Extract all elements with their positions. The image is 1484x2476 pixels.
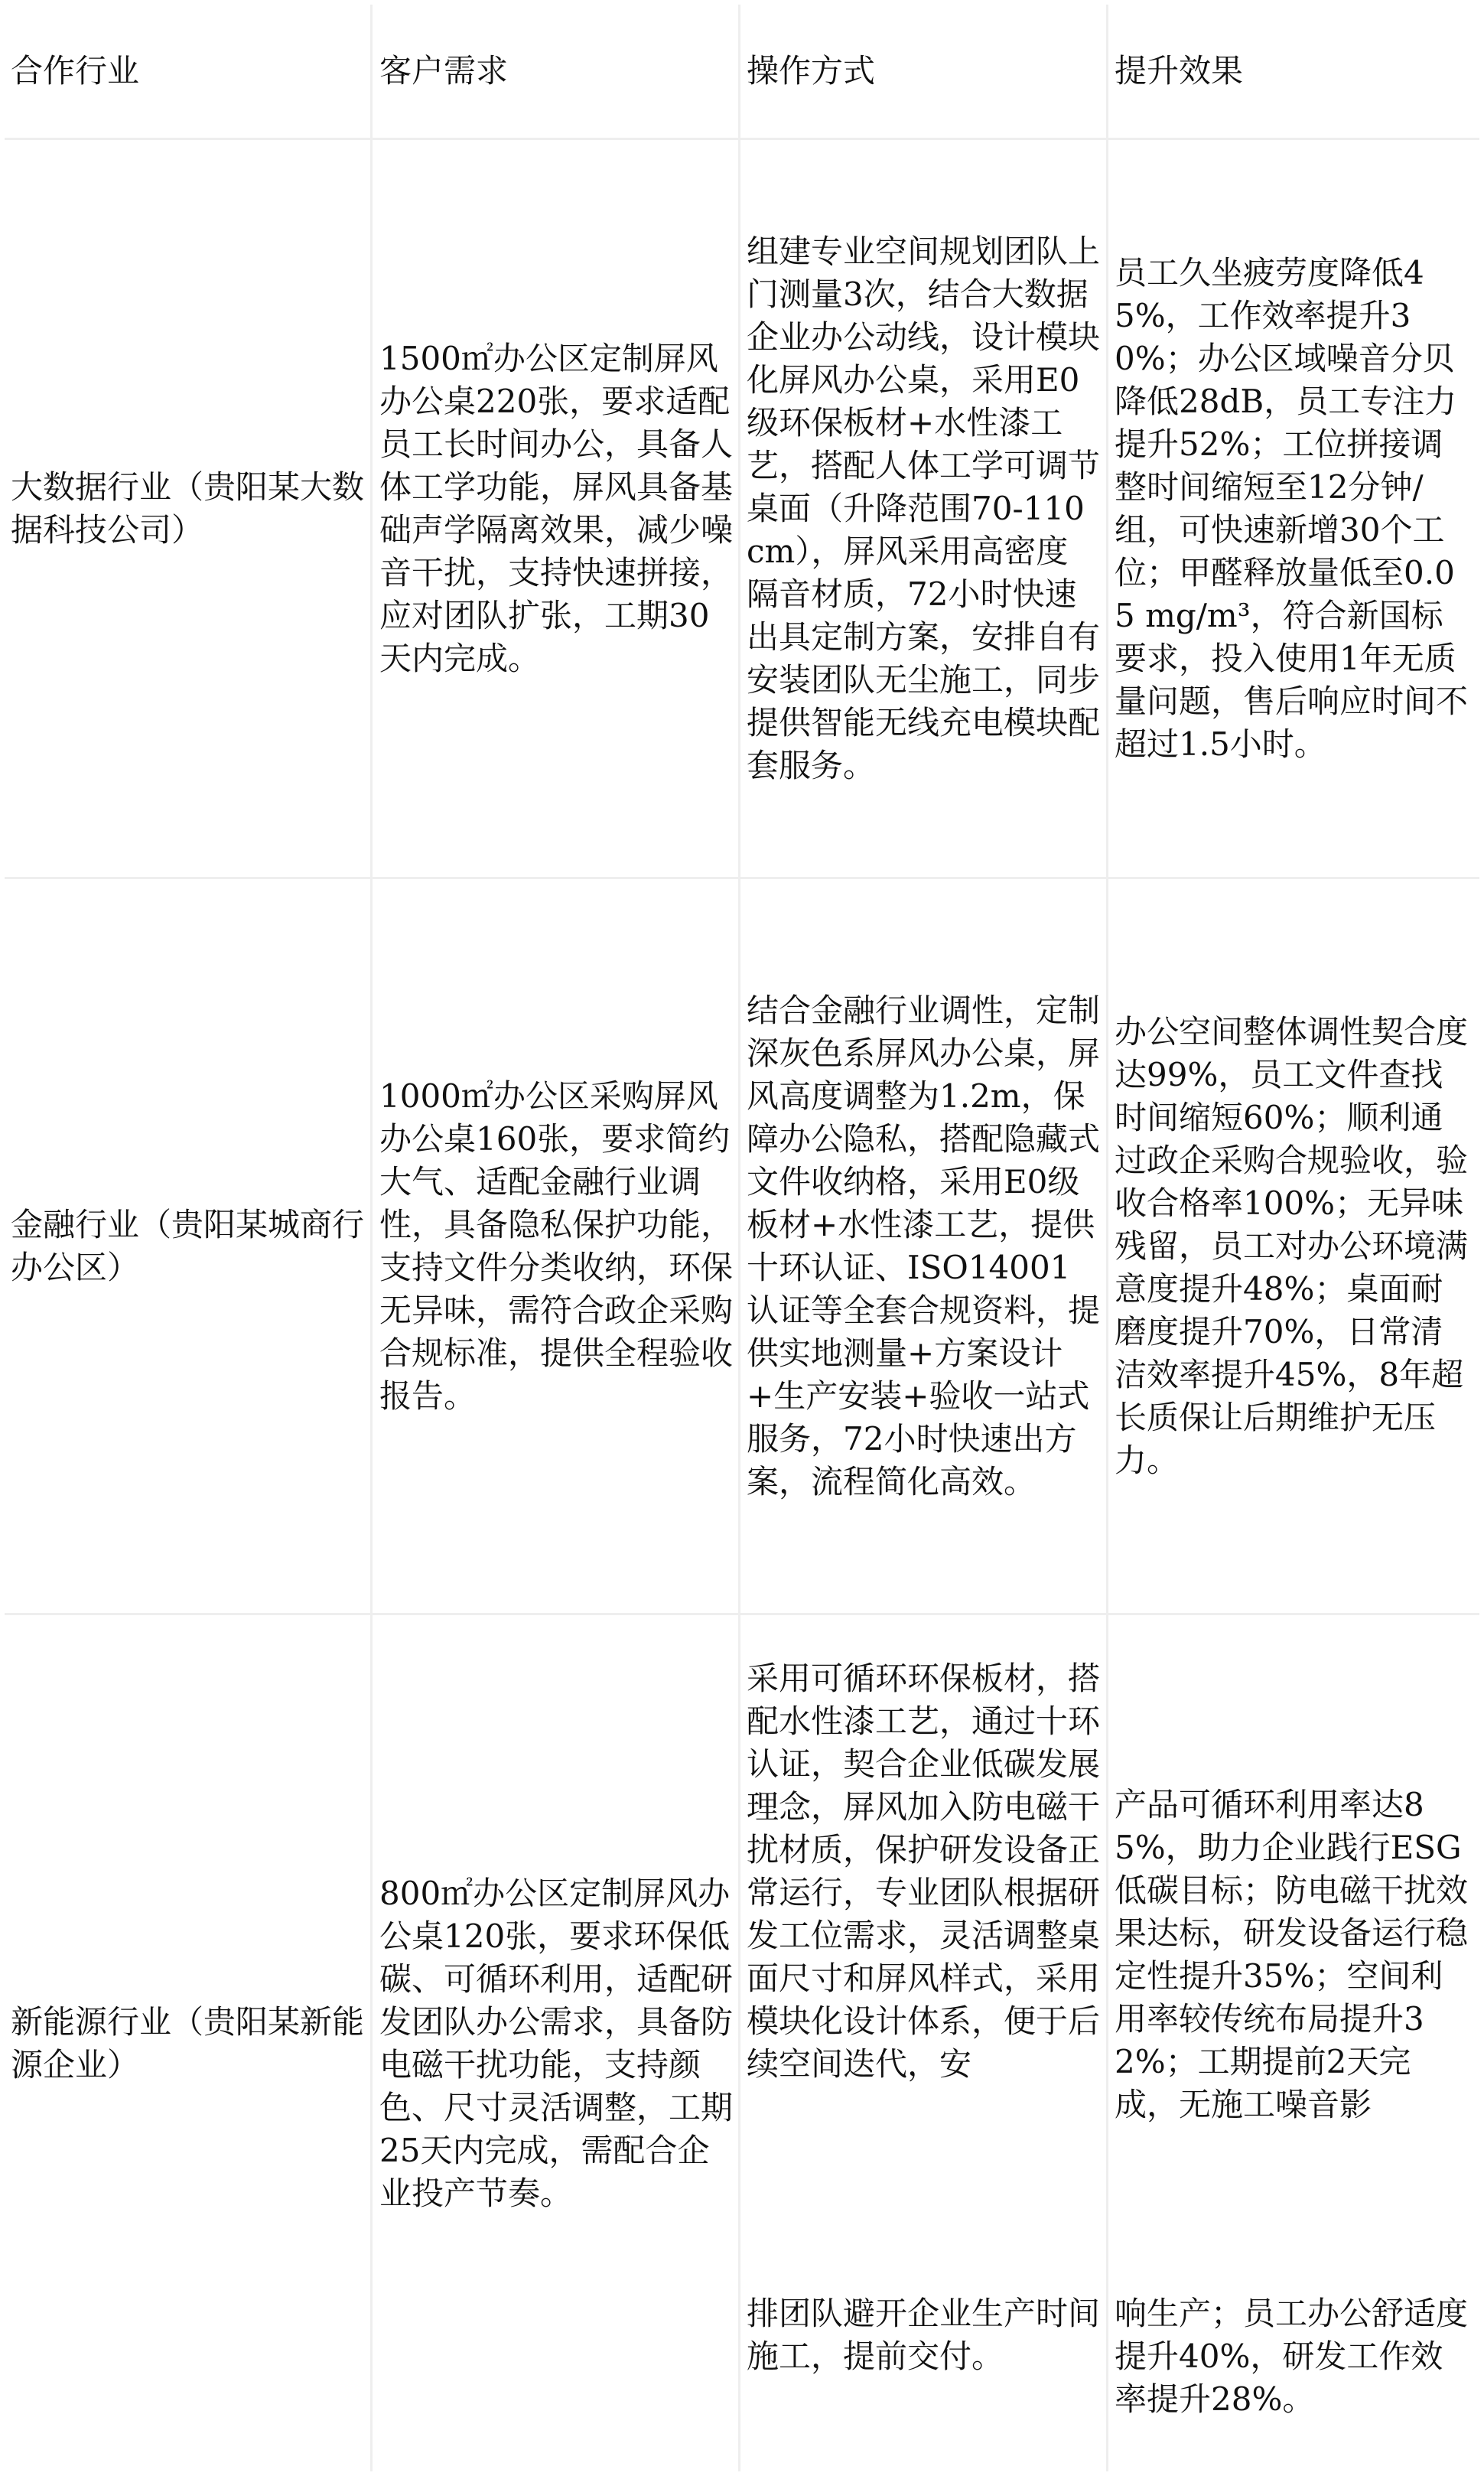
method-text-continued: 排团队避开企业生产时间施工，提前交付。	[747, 2295, 1101, 2375]
table-row	[5, 140, 1479, 877]
effect-cell	[1108, 879, 1479, 1613]
method-text: 采用可循环环保板材，搭配水性漆工艺，通过十环认证，契合企业低碳发展理念，屏风加入防电磁干扰材质，保护研发设备正常运行，专业团队根据研发工位需求，灵活调整桌面尺寸和屏风样式，采用模块化设计体系，便于后续空间迭代，安	[747, 1660, 1101, 2083]
industry-cell	[5, 140, 370, 877]
table-row	[5, 879, 1479, 1613]
method-cell	[740, 879, 1106, 1613]
effect-cell	[1108, 1615, 1479, 2471]
header-label: 客户需求	[379, 52, 509, 90]
cooperation-case-table	[5, 5, 1479, 2471]
header-cell-effect	[1108, 5, 1479, 138]
demand-text: 1000㎡办公区采购屏风办公桌160张，要求简约大气、适配金融行业调性，具备隐私保护功能，支持文件分类收纳，环保无异味，需符合政企采购合规标准，提供全程验收报告。	[379, 1077, 734, 1415]
method-text: 结合金融行业调性，定制深灰色系屏风办公桌，屏风高度调整为1.2m，保障办公隐私，搭配隐藏式文件收纳格，采用E0级板材+水性漆工艺，提供十环认证、ISO14001认证等全套合规资料，提供实地测量+方案设计+生产安装+验收一站式服务，72小时快速出方案，流程简化高效。	[747, 991, 1101, 1500]
demand-cell	[373, 1615, 739, 2471]
header-label: 合作行业	[11, 52, 140, 90]
demand-cell	[373, 140, 739, 877]
header-cell-demand	[373, 5, 739, 138]
method-text: 组建专业空间规划团队上门测量3次，结合大数据企业办公动线，设计模块化屏风办公桌，采用E0级环保板材+水性漆工艺，搭配人体工学可调节桌面（升降范围70-110cm），屏风采用高密度隔音材质，72小时快速出具定制方案，安排自有安装团队无尘施工，同步提供智能无线充电模块配套服务。	[747, 232, 1101, 784]
industry-cell	[5, 879, 370, 1613]
industry-cell	[5, 1615, 370, 2471]
industry-text: 金融行业（贵阳某城商行办公区）	[11, 1205, 365, 1286]
demand-text: 800㎡办公区定制屏风办公桌120张，要求环保低碳、可循环利用，适配研发团队办公需求，具备防电磁干扰功能，支持颜色、尺寸灵活调整，工期25天内完成，需配合企业投产节奏。	[379, 1874, 734, 2212]
demand-text: 1500㎡办公区定制屏风办公桌220张，要求适配员工长时间办公，具备人体工学功能，屏风具备基础声学隔离效果，减少噪音干扰，支持快速拼接，应对团队扩张，工期30天内完成。	[379, 339, 734, 677]
method-cell	[740, 140, 1106, 877]
table-row	[5, 1615, 1479, 2471]
header-cell-industry	[5, 5, 370, 138]
industry-text: 大数据行业（贵阳某大数据科技公司）	[11, 468, 365, 549]
demand-cell	[373, 879, 739, 1613]
table-header-row	[5, 5, 1479, 138]
effect-text: 员工久坐疲劳度降低45%，工作效率提升30%；办公区域噪音分贝降低28dB，员工专注力提升52%；工位拼接调整时间缩短至12分钟/组，可快速新增30个工位；甲醛释放量低至0.05 mg/m³，符合新国标要求，投入使用1年无质量问题，售后响应时间不超过1.5小时。	[1115, 253, 1469, 763]
industry-text: 新能源行业（贵阳某新能源企业）	[11, 2002, 365, 2083]
effect-text: 产品可循环利用率达85%，助力企业践行ESG低碳目标；防电磁干扰效果达标，研发设备运行稳定性提升35%；空间利用率较传统布局提升32%；工期提前2天完成，无施工噪音影	[1115, 1786, 1469, 2123]
header-label: 操作方式	[747, 52, 876, 90]
effect-text-continued: 响生产；员工办公舒适度提升40%，研发工作效率提升28%。	[1115, 2295, 1469, 2418]
header-label: 提升效果	[1115, 52, 1244, 90]
effect-text: 办公空间整体调性契合度达99%，员工文件查找时间缩短60%；顺利通过政企采购合规验收，验收合格率100%；无异味残留，员工对办公环境满意度提升48%；桌面耐磨度提升70%，日常清洁效率提升45%，8年超长质保让后期维护无压力。	[1115, 1012, 1469, 1479]
header-cell-method	[740, 5, 1106, 138]
effect-cell	[1108, 140, 1479, 877]
method-cell	[740, 1615, 1106, 2471]
